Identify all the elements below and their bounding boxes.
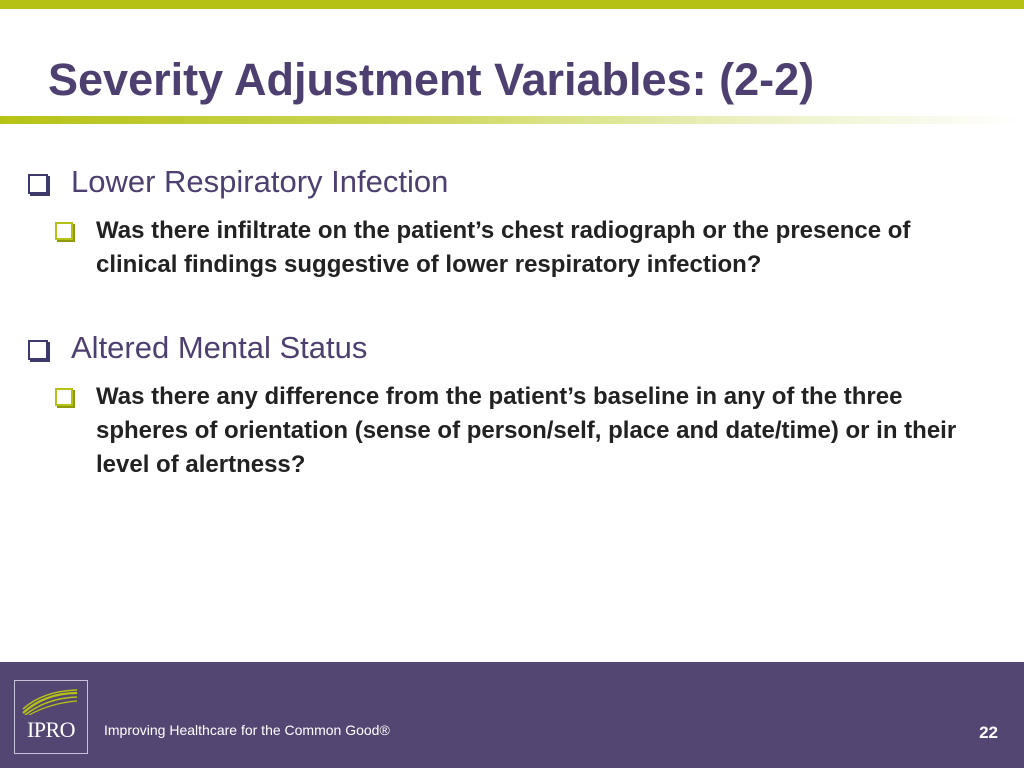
slide-title: Severity Adjustment Variables: (2-2)	[48, 54, 815, 105]
logo-text: IPRO	[26, 717, 76, 742]
title-underline-gradient	[0, 116, 1024, 124]
checkbox-bullet-icon	[28, 340, 48, 360]
footer-tagline: Improving Healthcare for the Common Good®	[104, 722, 390, 738]
checkbox-bullet-icon	[55, 222, 73, 240]
bullet-heading: Lower Respiratory Infection	[71, 164, 449, 199]
checkbox-bullet-icon	[28, 174, 48, 194]
footer-bar	[0, 662, 1024, 768]
top-accent-bar	[0, 0, 1024, 9]
bullet-heading: Altered Mental Status	[71, 330, 368, 365]
sub-bullet-text: Was there any difference from the patient’s baseline in any of the three spheres of orientation (sense of person/self, place and date/time) or in their level of alertness?	[96, 383, 957, 478]
sub-bullet-text: Was there infiltrate on the patient’s chest radiograph or the presence of clinical findings suggestive of lower respiratory infection?	[96, 217, 911, 278]
checkbox-bullet-icon	[55, 388, 73, 406]
logo-arc-icon	[21, 689, 79, 715]
ipro-logo	[14, 680, 88, 754]
page-number: 22	[979, 723, 998, 742]
